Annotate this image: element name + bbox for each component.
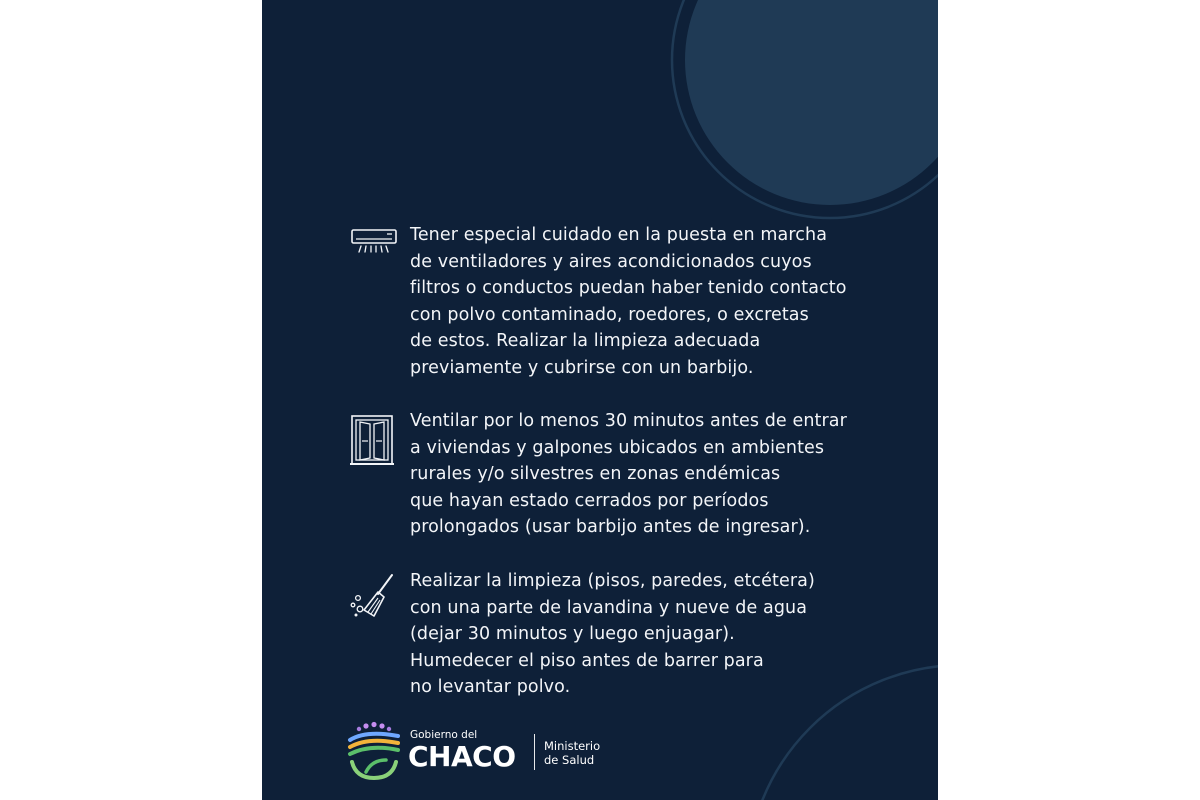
text-line: a viviendas y galpones ubicados en ambientes [410, 437, 825, 458]
footer-logo [346, 720, 646, 784]
text-line: no levantar polvo. [410, 677, 571, 698]
ministerio-line: de Salud [544, 753, 595, 767]
air-conditioner-icon [348, 224, 398, 274]
text-line: Humedecer el piso antes de barrer para [410, 650, 764, 671]
text-line: Realizar la limpieza (pisos, paredes, etcétera) [410, 571, 815, 591]
poster [262, 0, 938, 800]
text-line: con polvo contaminado, roedores, o excretas [410, 304, 809, 325]
chaco-logo-icon [346, 720, 402, 782]
text-line: prolongados (usar barbijo antes de ingresar). [410, 517, 811, 538]
text-line: Ventilar por lo menos 30 minutos antes de entrar [410, 411, 847, 431]
tip-text [410, 568, 910, 701]
text-line: (dejar 30 minutos y luego enjuagar). [410, 624, 735, 645]
text-line: filtros o conductos puedan haber tenido contacto [410, 278, 847, 299]
text-line: que hayan estado cerrados por períodos [410, 490, 769, 511]
brand-gobierno-del: Gobierno del [410, 729, 478, 741]
text-line: con una parte de lavandina y nueve de agua [410, 597, 808, 618]
ministerio-label [544, 739, 600, 767]
broom-icon [348, 572, 398, 622]
window-icon [348, 414, 398, 464]
text-line: Tener especial cuidado en la puesta en marcha [410, 225, 828, 245]
footer-separator [534, 734, 535, 770]
top-circle [685, 0, 938, 205]
tip-text [410, 222, 910, 382]
ministerio-line: Ministerio [544, 739, 601, 753]
brand-chaco: CHACO [408, 740, 516, 773]
text-line: de estos. Realizar la limpieza adecuada [410, 331, 761, 352]
text-line: rurales y/o silvestres en zonas endémicas [410, 464, 781, 485]
tip-text [410, 408, 910, 541]
text-line: previamente y cubrirse con un barbijo. [410, 357, 754, 378]
text-line: de ventiladores y aires acondicionados cuyos [410, 251, 812, 272]
